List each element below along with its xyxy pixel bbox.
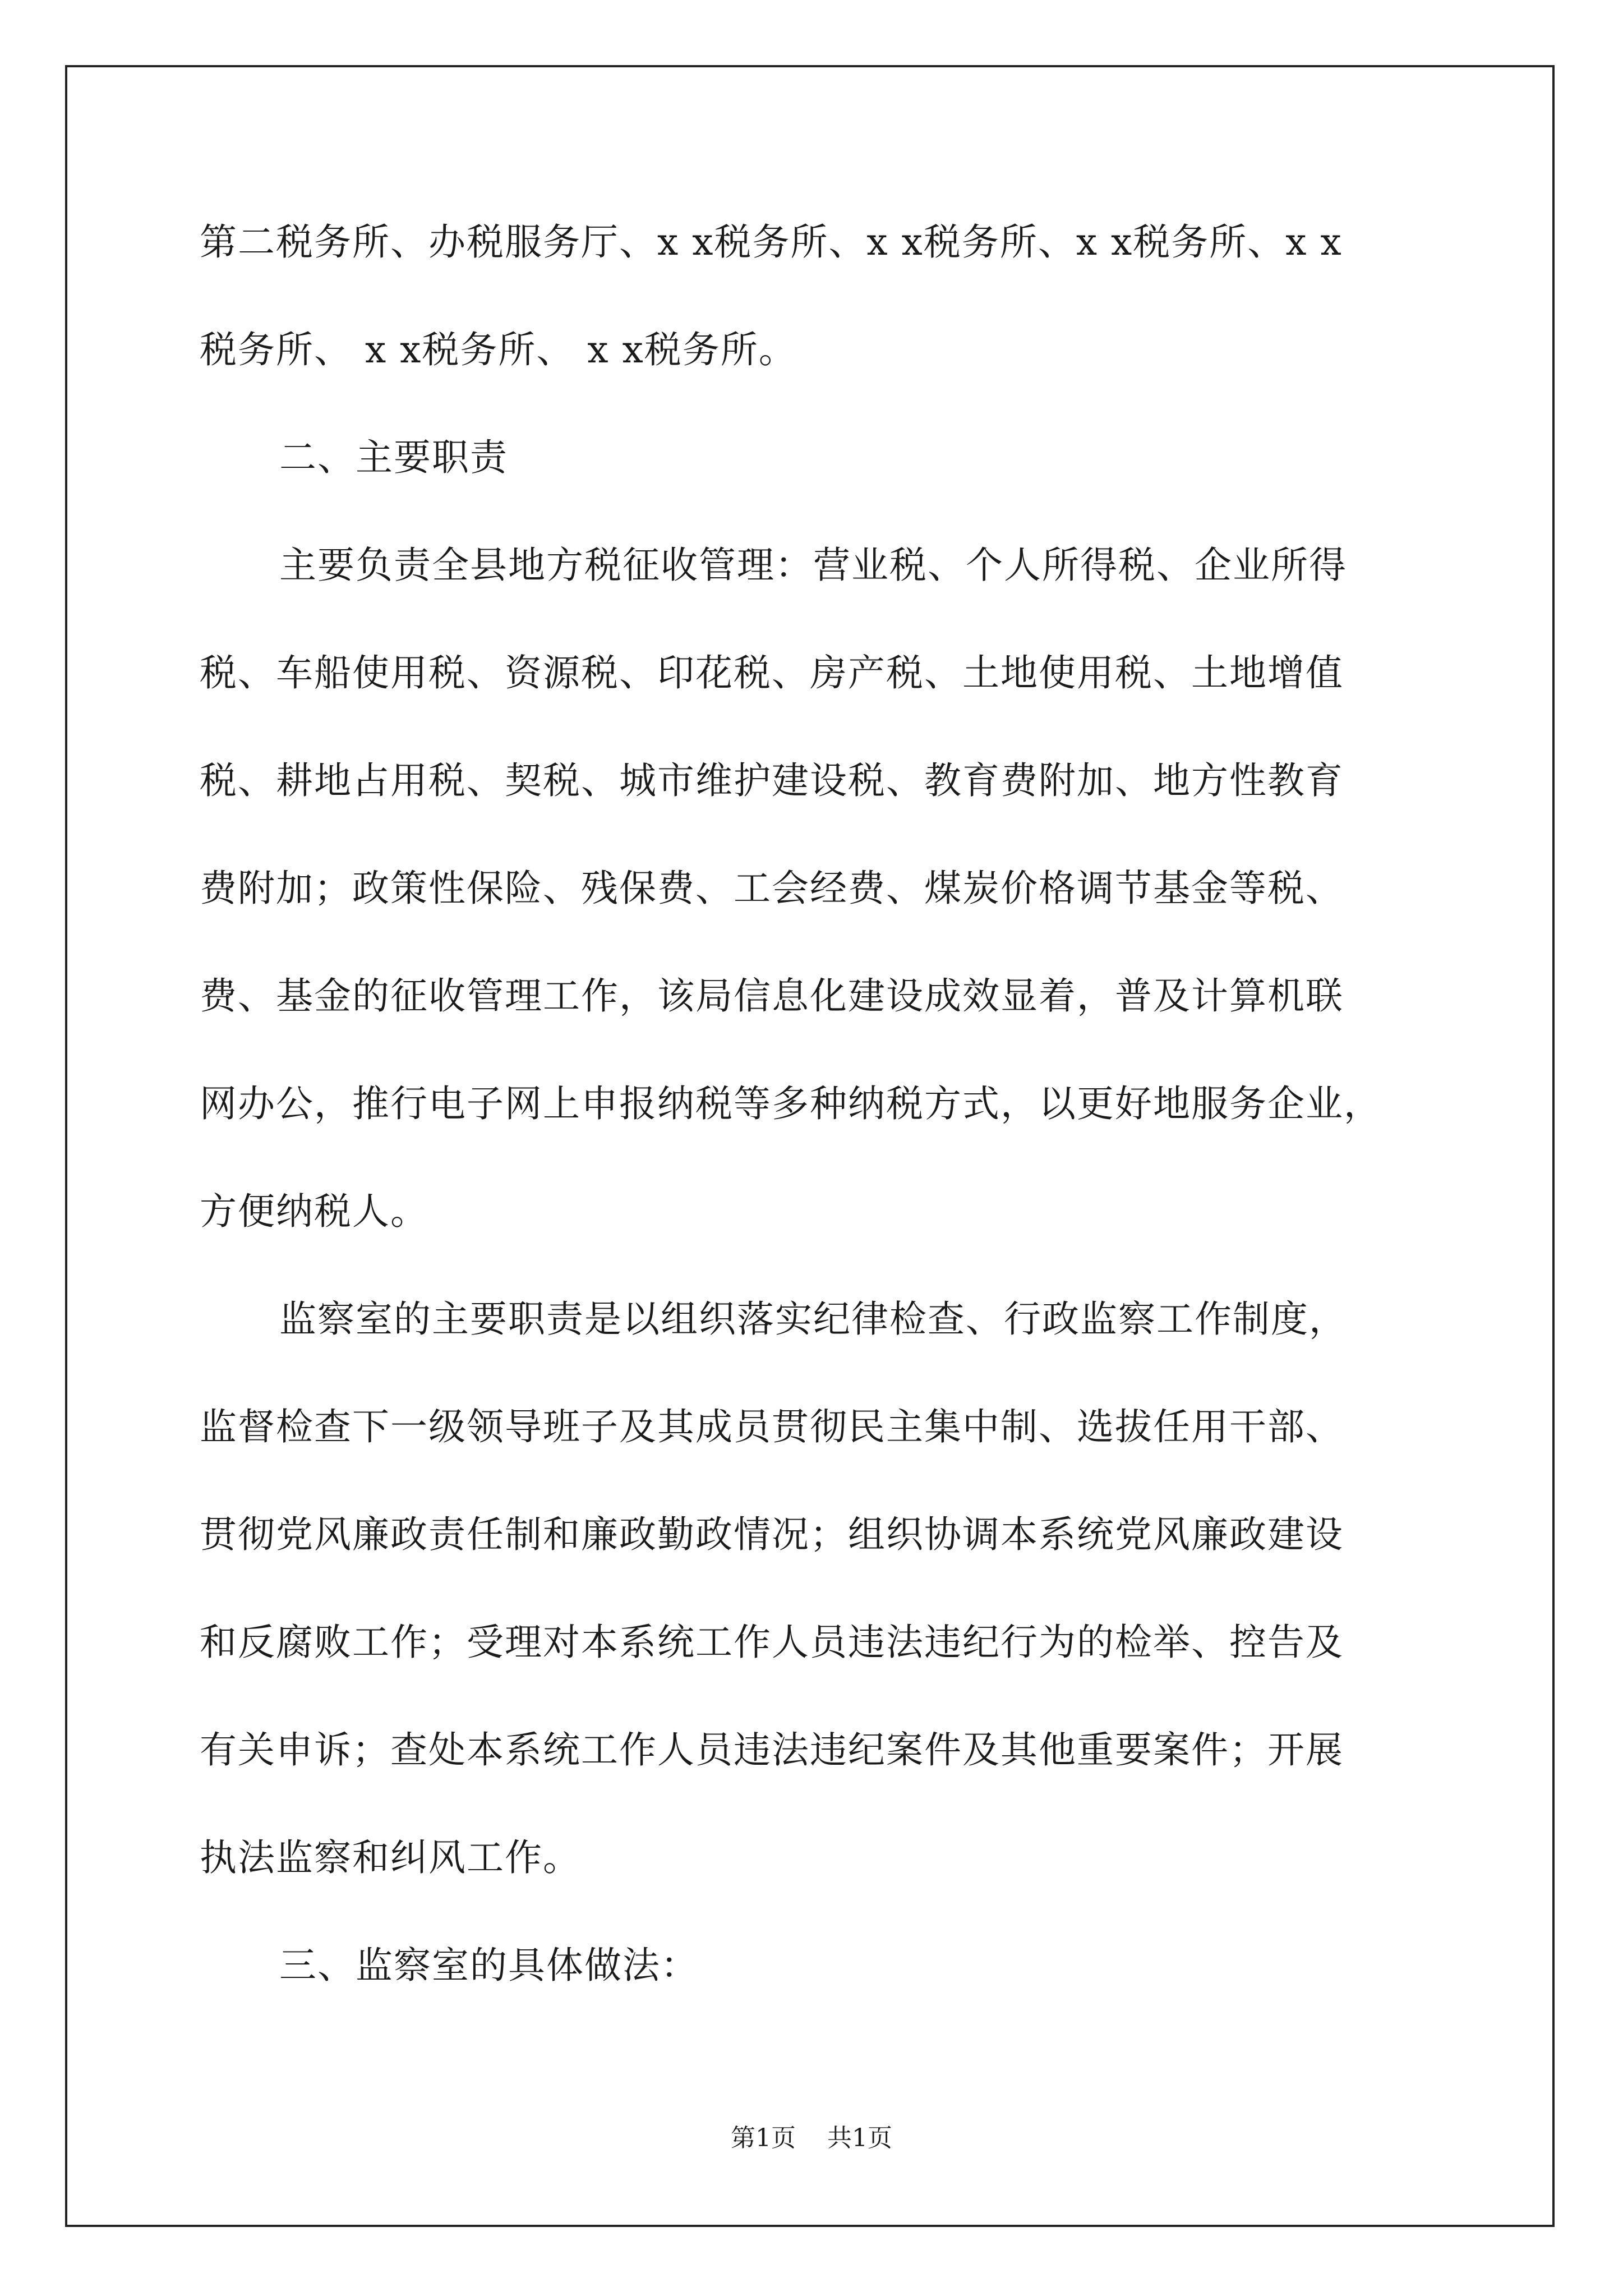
page-number: 第1页 <box>731 2124 796 2152</box>
section-heading: 三、监察室的具体做法： <box>279 1944 699 1987</box>
paragraph-first-line: 主要负责全县地方税征收管理：营业税、个人所得税、企业所得 <box>279 544 1347 587</box>
page-total: 共1页 <box>827 2124 892 2152</box>
paragraph-first-line: 监察室的主要职责是以组织落实纪律检查、行政监察工作制度， <box>279 1297 1347 1341</box>
text-line: 税、耕地占用税、契税、城市维护建设税、教育费附加、地方性教育 <box>200 759 1344 802</box>
text-line: 费附加；政策性保险、残保费、工会经费、煤炭价格调节基金等税、 <box>200 867 1344 910</box>
text-line: 和反腐败工作；受理对本系统工作人员违法违纪行为的检举、控告及 <box>200 1621 1344 1664</box>
section-heading: 二、主要职责 <box>279 436 508 479</box>
text-line: 费、基金的征收管理工作，该局信息化建设成效显着，普及计算机联 <box>200 974 1344 1018</box>
text-line: 税、车船使用税、资源税、印花税、房产税、土地使用税、土地增值 <box>200 651 1344 694</box>
text-line: 有关申诉；查处本系统工作人员违法违纪案件及其他重要案件；开展 <box>200 1728 1344 1772</box>
text-line: 贯彻党风廉政责任制和廉政勤政情况；组织协调本系统党风廉政建设 <box>200 1513 1344 1556</box>
page-border <box>65 65 1555 2227</box>
text-line: 监督检查下一级领导班子及其成员贯彻民主集中制、选拔任用干部、 <box>200 1405 1344 1448</box>
text-line: 网办公，推行电子网上申报纳税等多种纳税方式，以更好地服务企业， <box>200 1082 1382 1125</box>
text-line: 第二税务所、办税服务厅、x x税务所、x x税务所、x x税务所、x x <box>200 220 1343 264</box>
text-line: 执法监察和纠风工作。 <box>200 1836 581 1879</box>
page-footer <box>0 2123 1623 2154</box>
text-line: 方便纳税人。 <box>200 1190 428 1233</box>
text-line: 税务所、 x x税务所、 x x税务所。 <box>200 328 797 371</box>
